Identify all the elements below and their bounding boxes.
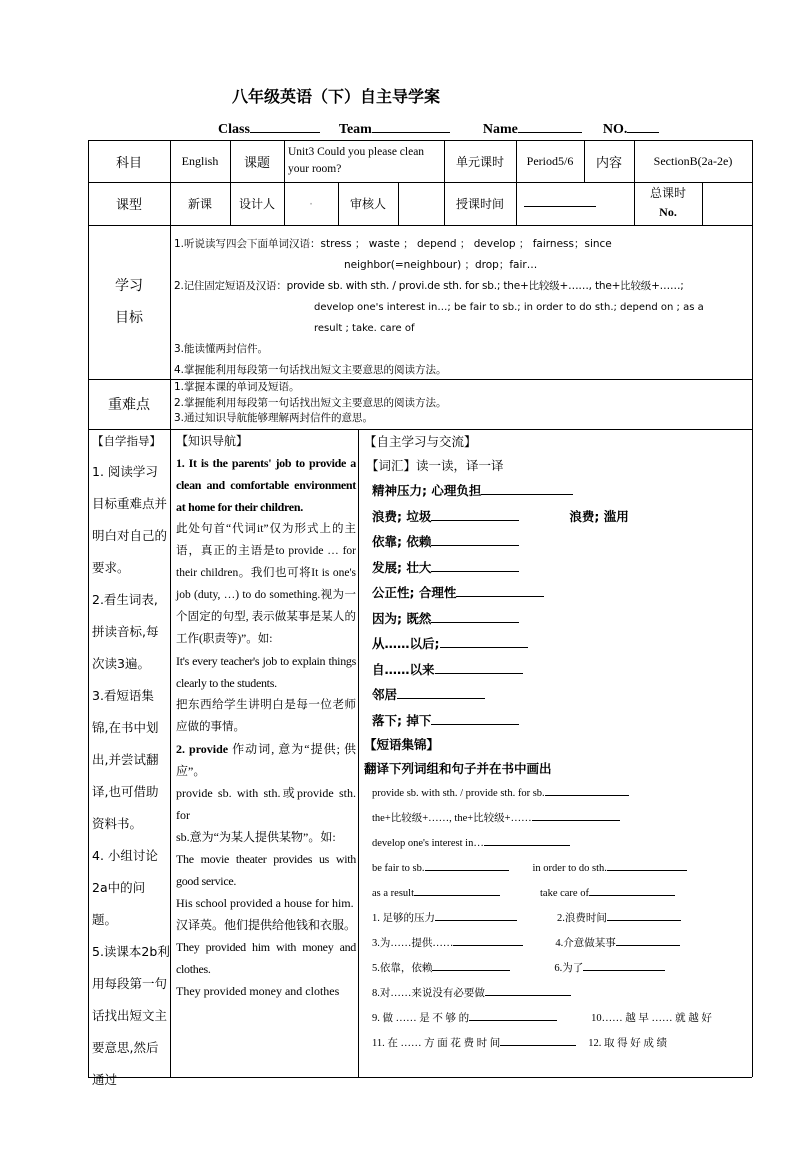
phrase-item: as a result take care of — [364, 881, 750, 906]
knowledge-example: His school provided a house for him. — [176, 896, 354, 910]
knowledge-example: It's every teacher's job to explain things clearly to the students. — [176, 654, 356, 690]
answer-blank[interactable] — [435, 910, 517, 921]
objective-item: develop one's interest in…; be fair to sb.; in order to do sth.; depend on ; as a — [314, 302, 704, 313]
answer-blank[interactable] — [532, 810, 620, 821]
self-study-header: 【自主学习与交流】 — [364, 434, 477, 449]
no-blank[interactable] — [627, 118, 659, 133]
team-label: Team — [338, 122, 372, 137]
guide-item: 3.看短语集锦,在书中划出,并尝试翻译,也可借助资料书。 — [92, 688, 159, 831]
key-point-item: 2.掌握能利用每段第一句话找出短文主要意思的阅读方法。 — [174, 396, 447, 409]
answer-blank[interactable] — [397, 688, 485, 699]
guide-item: 5.读课本2b利用每段第一句话找出短文主要意思,然后通过 — [92, 944, 170, 1087]
period-value: Period5/6 — [526, 153, 574, 168]
guide-column — [92, 430, 170, 1096]
designer-value: · — [309, 196, 313, 211]
objective-item: 3.能读懂两封信件。 — [174, 343, 269, 355]
objective-item: result ; take. care of — [314, 323, 415, 334]
total-periods — [634, 184, 702, 224]
objectives-list — [174, 234, 748, 381]
vocab-item: 从……以后; — [364, 631, 750, 657]
answer-blank[interactable] — [485, 985, 571, 996]
answer-blank[interactable] — [589, 885, 675, 896]
answer-blank[interactable] — [431, 561, 519, 572]
answer-blank[interactable] — [431, 612, 519, 623]
answer-blank[interactable] — [583, 960, 665, 971]
vocab-item: 依靠; 依赖 — [364, 529, 750, 555]
vocab-item: 因为; 既然 — [364, 606, 750, 632]
translation-item: 11. 在 …… 方 面 花 费 时 间 12. 取 得 好 成 绩 — [364, 1031, 750, 1056]
objectives-label — [88, 270, 170, 334]
knowledge-point-2-title: 2. provide — [176, 742, 229, 756]
reviewer-label: 审核人 — [349, 197, 386, 211]
knowledge-exercise: 汉译英。他们提供给他钱和衣服。 — [176, 918, 357, 932]
guide-item: 2.看生词表,拼读音标,每次读3遍。 — [92, 592, 159, 671]
class-time-blank[interactable] — [524, 206, 596, 207]
translation-item: 8.对……来说没有必要做 — [364, 981, 750, 1006]
class-info-line — [218, 118, 659, 138]
lesson-table — [88, 140, 752, 1087]
answer-blank[interactable] — [425, 860, 509, 871]
name-blank[interactable] — [518, 118, 582, 133]
team-blank[interactable] — [372, 118, 450, 133]
answer-blank[interactable] — [484, 835, 570, 846]
name-label: Name — [482, 122, 518, 137]
phrase-item: provide sb. with sth. / provide sth. for sb. — [364, 781, 750, 806]
objective-item: 1.听说读写四会下面单词汉语：stress ； waste ； depend ； develop ； fairness；since — [174, 238, 612, 250]
key-points-label: 重难点 — [108, 397, 150, 413]
designer-label: 设计人 — [238, 197, 275, 211]
phrase-item: be fair to sb. in order to do sth. — [364, 856, 750, 881]
phrase-header: 【短语集锦】 — [364, 737, 440, 752]
objective-item: neighbor(=neighbour) ；drop；fair… — [344, 259, 538, 271]
guide-item: 1. 阅读学习目标重难点并明白对自己的要求。 — [92, 464, 168, 575]
self-study-column — [364, 430, 750, 1056]
vocab-item: 发展; 壮大 — [364, 555, 750, 581]
answer-blank[interactable] — [607, 860, 687, 871]
class-time-label: 授课时间 — [455, 197, 504, 211]
knowledge-example: They provided money and clothes — [176, 984, 340, 998]
vocab-item: 邻居 — [364, 682, 750, 708]
class-label: Class — [218, 122, 250, 137]
answer-blank[interactable] — [435, 663, 523, 674]
answer-blank[interactable] — [545, 785, 629, 796]
answer-blank[interactable] — [431, 510, 519, 521]
type-label: 课型 — [115, 198, 142, 213]
objectives-label-b: 目标 — [115, 310, 143, 326]
knowledge-point-2-intro: 作动词, 意为“提供; 供应”。 — [176, 742, 356, 778]
answer-blank[interactable] — [607, 910, 681, 921]
key-point-item: 1.掌握本课的单词及短语。 — [174, 381, 300, 393]
answer-blank[interactable] — [469, 1010, 557, 1021]
translation-item: 1. 足够的压力 2.浪费时间 — [364, 906, 750, 931]
answer-blank[interactable] — [453, 935, 523, 946]
translation-item: 5.依靠，依赖 6.为了 — [364, 956, 750, 981]
phrase-item: develop one's interest in… — [364, 831, 750, 856]
translation-item: 3.为……提供…… 4.介意做某事 — [364, 931, 750, 956]
section-value: SectionB(2a-2e) — [653, 153, 733, 168]
answer-blank[interactable] — [500, 1035, 576, 1046]
knowledge-example: The movie theater provides us with good service. — [176, 852, 356, 888]
knowledge-point-2-body2: sb.意为“为某人提供某物”。如: — [176, 830, 336, 844]
answer-blank[interactable] — [431, 535, 519, 546]
answer-blank[interactable] — [481, 484, 573, 495]
content-label: 内容 — [595, 155, 622, 171]
objective-item: 2.记住固定短语及汉语：provide sb. with sth. / provi.de sth. for sb.; the+比较级+……, the+比较级+……; — [174, 280, 684, 292]
answer-blank[interactable] — [414, 885, 500, 896]
knowledge-header: 【知识导航】 — [176, 434, 249, 448]
guide-item: 4. 小组讨论2a中的问题。 — [92, 848, 158, 927]
knowledge-point-2-body: provide sb. with sth.或provide sth. for — [176, 786, 356, 822]
answer-blank[interactable] — [616, 935, 680, 946]
subject-label: 科目 — [115, 155, 142, 171]
subject-value: English — [181, 153, 219, 168]
phrase-instruction: 翻译下列词组和句子并在书中画出 — [364, 761, 552, 776]
total-label: 总课时 — [649, 186, 686, 200]
topic-label: 课题 — [243, 155, 270, 171]
phrase-item: the+比较级+……, the+比较级+…… — [364, 806, 750, 831]
answer-blank[interactable] — [456, 586, 544, 597]
vocab-item: 落下; 掉下 — [364, 708, 750, 734]
topic-value: Unit3 Could you please clean your room? — [288, 146, 425, 175]
knowledge-point-1-title: 1. It is the parents' job to provide a clean and comfortable environment at home for their children. — [176, 456, 356, 514]
vocab-item: 浪费; 垃圾 浪费; 滥用 — [372, 508, 629, 524]
translation-item: 9. 做 …… 是 不 够 的 10…… 越 早 …… 就 越 好 — [364, 1006, 750, 1031]
vocab-item: 自……以来 — [364, 657, 750, 683]
answer-blank[interactable] — [440, 637, 528, 648]
no-label: NO. — [602, 122, 628, 137]
guide-header: 【自学指导】 — [92, 434, 161, 448]
key-points-list — [174, 380, 748, 427]
objective-item: 4.掌握能利用每段第一句话找出短文主要意思的阅读方法。 — [174, 364, 447, 376]
key-point-item: 3.通过知识导航能够理解两封信件的意思。 — [174, 412, 374, 424]
answer-blank[interactable] — [432, 960, 510, 971]
knowledge-example: They provided him with money and clothes. — [176, 940, 356, 976]
knowledge-column — [176, 430, 356, 1002]
knowledge-example-translation: 把东西给学生讲明白是每一位老师应做的事情。 — [176, 699, 356, 733]
vocab-header: 【词汇】读一读，译一译 — [366, 458, 504, 473]
no-label: No. — [659, 205, 677, 219]
type-value: 新课 — [187, 197, 212, 211]
knowledge-point-1-body: 此处句首“代词it”仅为形式上的主语，真正的主语是to provide … for their children。我们也可将It is one's job (duty, …) to do something.视为一个固定的句型, 表示做某事是某人的工作(职责等)”。如: — [176, 523, 356, 645]
objectives-label-a: 学习 — [115, 278, 143, 294]
answer-blank[interactable] — [431, 714, 519, 725]
page-title: 八年级英语（下）自主导学案 — [232, 87, 441, 106]
vocab-item: 公正性; 合理性 — [364, 580, 750, 606]
vocab-item: 精神压力; 心理负担 — [364, 478, 750, 504]
class-blank[interactable] — [250, 118, 320, 133]
unit-period-label: 单元课时 — [455, 154, 504, 169]
